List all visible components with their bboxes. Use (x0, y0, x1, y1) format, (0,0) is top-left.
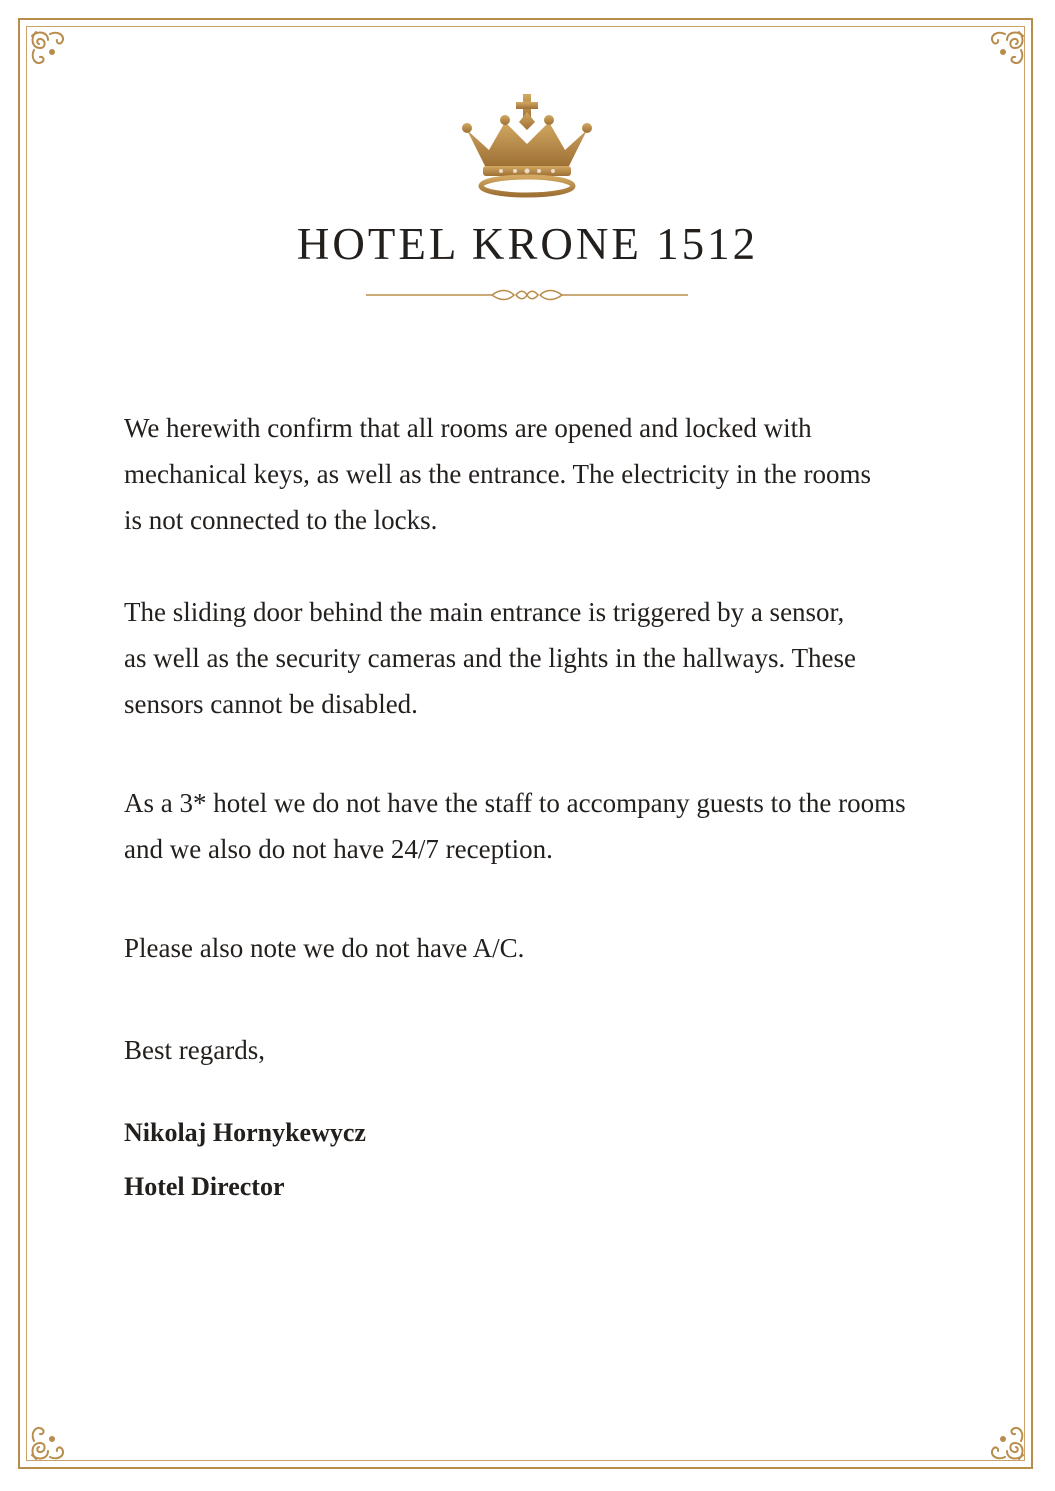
crown-icon (457, 92, 597, 200)
corner-flourish-icon (22, 1405, 86, 1469)
letter-paragraph: Please also note we do not have A/C. (124, 933, 525, 963)
letter-paragraph: As a 3* hotel we do not have the staff to accompany guests to the rooms and we also do not have 24/7 reception. (124, 788, 906, 864)
signer-name: Nikolaj Hornykewycz (124, 1118, 366, 1147)
corner-flourish-icon (22, 22, 86, 86)
letter-paragraph: The sliding door behind the main entrance is triggered by a sensor, as well as the security cameras and the lights in the hallways. These sensors cannot be disabled. (124, 597, 857, 719)
corner-flourish-icon (969, 22, 1033, 86)
corner-flourish-icon (969, 1405, 1033, 1469)
hotel-name: HOTEL KRONE 1512 (296, 219, 759, 269)
ornamental-divider (366, 286, 688, 304)
letter-paragraph: We herewith confirm that all rooms are opened and locked with mechanical keys, as well as the entrance. The electricity in the rooms is not connected to the locks. (124, 413, 871, 535)
signer-title: Hotel Director (124, 1172, 285, 1201)
letter-closing: Best regards, (124, 1035, 265, 1065)
